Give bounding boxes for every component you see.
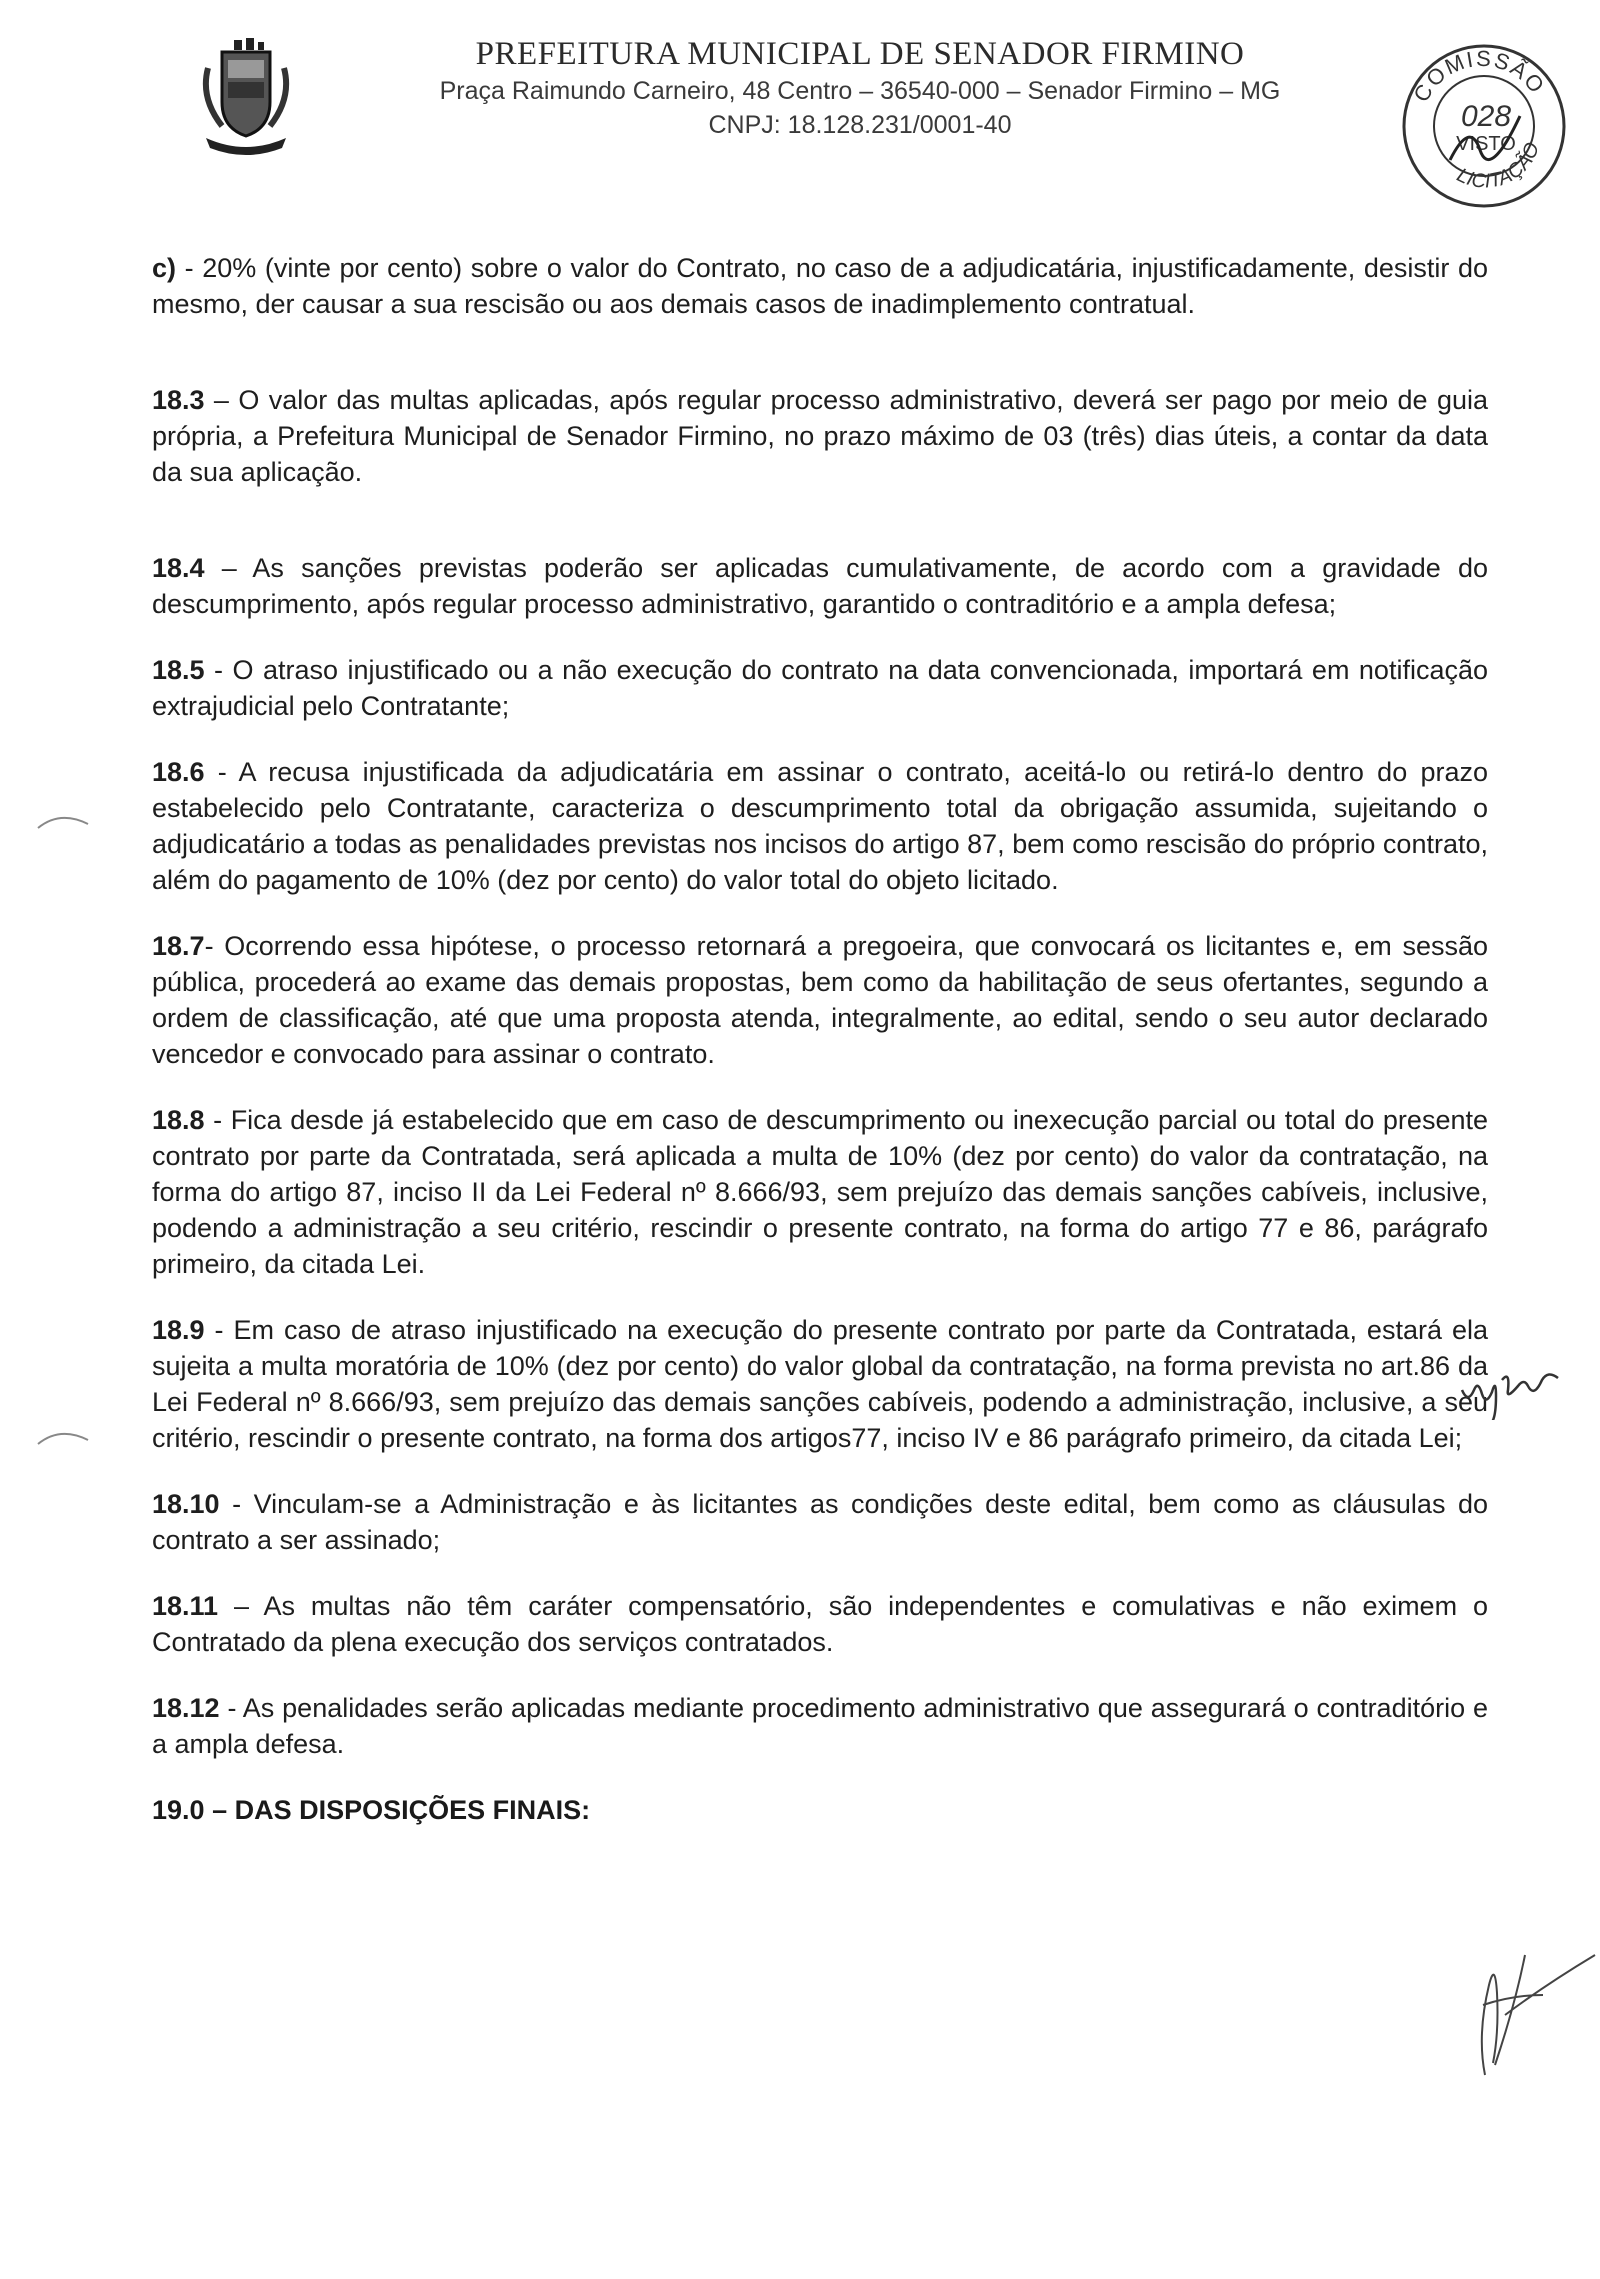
paragraph-number: 18.3	[152, 385, 205, 415]
stamp-top-text: COMISSÃO	[1408, 45, 1551, 107]
handwritten-initials-icon	[1458, 1360, 1578, 1420]
paragraph-18-11	[152, 1588, 1488, 1660]
letterhead	[360, 34, 1360, 142]
paragraph-18-7	[152, 928, 1488, 1072]
letterhead-address: Praça Raimundo Carneiro, 48 Centro – 36540-000 – Senador Firmino – MG	[439, 77, 1281, 105]
stamp-page-number: 028	[1460, 100, 1512, 133]
signature-icon	[1455, 1935, 1600, 2085]
paragraph-text: - Em caso de atraso injustificado na execução do presente contrato por parte da Contratada, estará ela sujeita a multa moratória de 10% (dez por cento) do valor global da contratação, na forma prevista no art.86 da Lei Federal nº 8.666/93, sem prejuízo das demais sanções cabíveis, podendo a administração, inclusive, a seu critério, rescindir o presente contrato, na forma dos artigos77, inciso IV e 86 parágrafo primeiro, da citada Lei;	[152, 1315, 1488, 1453]
paragraph-text: - A recusa injustificada da adjudicatária em assinar o contrato, aceitá-lo ou retirá-lo dentro do prazo estabelecido pelo Contratante, caracteriza o descumprimento total da obrigação assumida, sujeitando o adjudicatário a todas as penalidades previstas nos incisos do artigo 87, bem como rescisão do próprio contrato, além do pagamento de 10% (dez por cento) do valor total do objeto licitado.	[152, 757, 1488, 895]
paragraph-text: - Ocorrendo essa hipótese, o processo retornará a pregoeira, que convocará os licitantes e, em sessão pública, procederá ao exame das demais propostas, bem como da habilitação de seus ofertantes, segundo a ordem de classificação, até que uma proposta atenda, integralmente, ao edital, sendo o seu autor declarado vencedor e convocado para assinar o contrato.	[152, 931, 1488, 1069]
letterhead-title: PREFEITURA MUNICIPAL DE SENADOR FIRMINO	[475, 36, 1245, 72]
paragraph-text: - O atraso injustificado ou a não execução do contrato na data convencionada, importará em notificação extrajudicial pelo Contratante;	[152, 655, 1488, 721]
paragraph-number: 18.8	[152, 1105, 205, 1135]
document-body	[152, 250, 1488, 1828]
paragraph-text: - As penalidades serão aplicadas mediante procedimento administrativo que assegurará o contraditório e a ampla defesa.	[152, 1693, 1488, 1759]
punch-mark-icon	[34, 1428, 94, 1448]
coat-of-arms-icon	[198, 38, 294, 156]
paragraph-text: – O valor das multas aplicadas, após regular processo administrativo, deverá ser pago por meio de guia própria, a Prefeitura Municipal de Senador Firmino, no prazo máximo de 03 (três) dias úteis, a contar da data da sua aplicação.	[152, 385, 1488, 487]
paragraph-text: – As sanções previstas poderão ser aplicadas cumulativamente, de acordo com a gravidade do descumprimento, após regular processo administrativo, garantido o contraditório e a ampla defesa;	[152, 553, 1488, 619]
stamp-bottom-text: LICITAÇÃO	[1453, 139, 1545, 193]
paragraph-number: 18.12	[152, 1693, 220, 1723]
punch-mark-icon	[34, 812, 94, 832]
paragraph-c	[152, 250, 1488, 322]
section-number: 19.0	[152, 1795, 205, 1825]
paragraph-number: 18.7	[152, 931, 205, 961]
paragraph-text: - 20% (vinte por cento) sobre o valor do Contrato, no caso de a adjudicatária, injustificadamente, desistir do mesmo, der causar a sua rescisão ou aos demais casos de inadimplemento contratual.	[152, 253, 1488, 319]
paragraph-text: - Fica desde já estabelecido que em caso de descumprimento ou inexecução parcial ou total do presente contrato por parte da Contratada, será aplicada a multa de 10% (dez por cento) do valor da contratação, na forma do artigo 87, inciso II da Lei Federal nº 8.666/93, sem prejuízo das demais sanções cabíveis, inclusive, podendo a administração a seu critério, rescindir o presente contrato, na forma do artigo 77 e 86, parágrafo primeiro, da citada Lei.	[152, 1105, 1488, 1279]
paragraph-number: 18.9	[152, 1315, 205, 1345]
stamp-middle-text: VISTO	[1456, 133, 1516, 155]
paragraph-number: 18.5	[152, 655, 205, 685]
paragraph-18-12	[152, 1690, 1488, 1762]
paragraph-18-6	[152, 754, 1488, 898]
section-title: – DAS DISPOSIÇÕES FINAIS:	[204, 1795, 591, 1825]
paragraph-number: 18.10	[152, 1489, 220, 1519]
paragraph-18-4	[152, 550, 1488, 622]
paragraph-text: – As multas não têm caráter compensatório, são independentes e comulativas e não eximem o Contratado da plena execução dos serviços contratados.	[152, 1591, 1488, 1657]
paragraph-number: 18.4	[152, 553, 205, 583]
section-heading	[152, 1792, 1488, 1828]
paragraph-18-3	[152, 382, 1488, 490]
paragraph-18-9	[152, 1312, 1488, 1456]
paragraph-18-8	[152, 1102, 1488, 1282]
letterhead-cnpj: CNPJ: 18.128.231/0001-40	[708, 111, 1012, 139]
paragraph-number: c)	[152, 253, 177, 283]
paragraph-18-5	[152, 652, 1488, 724]
paragraph-number: 18.6	[152, 757, 205, 787]
commission-stamp	[1392, 38, 1572, 208]
paragraph-text: - Vinculam-se a Administração e às licitantes as condições deste edital, bem como as cláusulas do contrato a ser assinado;	[152, 1489, 1488, 1555]
paragraph-number: 18.11	[152, 1591, 219, 1621]
paragraph-18-10	[152, 1486, 1488, 1558]
